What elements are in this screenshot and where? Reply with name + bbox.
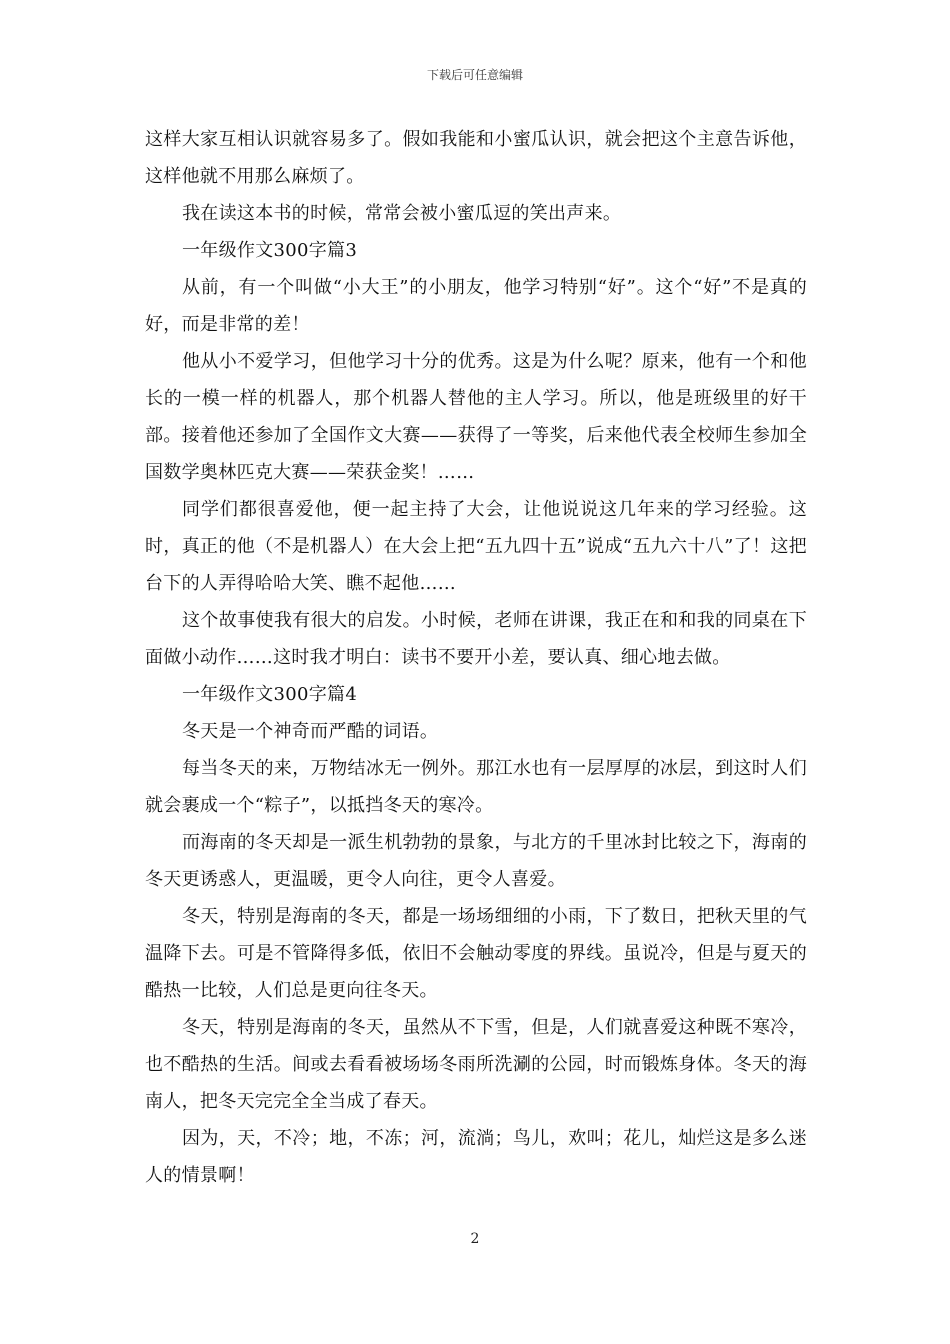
paragraph: 因为，天，不冷；地，不冻；河，流淌；鸟儿，欢叫；花儿，灿烂这是多么迷人的情景啊！ bbox=[145, 1128, 807, 1186]
page-number: 2 bbox=[470, 1231, 480, 1247]
paragraph: 每当冬天的来，万物结冰无一例外。那江水也有一层厚厚的冰层，到这时人们就会裹成一个“粽子”，以抵挡冬天的寒冷。 bbox=[145, 758, 807, 816]
paragraph: 他从小不爱学习，但他学习十分的优秀。这是为什么呢？原来，他有一个和他长的一模一样的机器人，那个机器人替他的主人学习。所以，他是班级里的好干部。接着他还参加了全国作文大赛——获得了一等奖，后来他代表全校师生参加全国数学奥林匹克大赛——荣获金奖！…… bbox=[145, 351, 807, 483]
paragraph: 这个故事使我有很大的启发。小时候，老师在讲课，我正在和和我的同桌在下面做小动作……这时我才明白：读书不要开小差，要认真、细心地去做。 bbox=[145, 610, 807, 668]
paragraph: 而海南的冬天却是一派生机勃勃的景象，与北方的千里冰封比较之下，海南的冬天更诱惑人，更温暖，更令人向往，更令人喜爱。 bbox=[145, 832, 807, 890]
document-body bbox=[145, 121, 807, 1194]
paragraph: 同学们都很喜爱他，便一起主持了大会，让他说说这几年来的学习经验。这时，真正的他（不是机器人）在大会上把“五九四十五”说成“五九六十八”了！这把台下的人弄得哈哈大笑、瞧不起他…… bbox=[145, 499, 807, 594]
paragraph: 冬天，特别是海南的冬天，虽然从不下雪，但是，人们就喜爱这种既不寒冷，也不酷热的生活。间或去看看被场场冬雨所洗涮的公园，时而锻炼身体。冬天的海南人，把冬天完完全全当成了春天。 bbox=[145, 1017, 807, 1112]
paragraph: 冬天是一个神奇而严酷的词语。 bbox=[182, 721, 439, 742]
paragraph: 冬天，特别是海南的冬天，都是一场场细细的小雨，下了数日，把秋天里的气温降下去。可是不管降得多低，依旧不会触动零度的界线。虽说冷，但是与夏天的酷热一比较，人们总是更向往冬天。 bbox=[145, 906, 807, 1001]
section-heading: 一年级作文300字篇3 bbox=[182, 240, 358, 261]
paragraph: 我在读这本书的时候，常常会被小蜜瓜逗的笑出声来。 bbox=[182, 203, 622, 224]
section-heading: 一年级作文300字篇4 bbox=[182, 684, 358, 705]
paragraph: 这样大家互相认识就容易多了。假如我能和小蜜瓜认识，就会把这个主意告诉他，这样他就不用那么麻烦了。 bbox=[145, 129, 807, 187]
paragraph: 从前，有一个叫做“小大王”的小朋友，他学习特别“好”。这个“好”不是真的好，而是非常的差！ bbox=[145, 277, 807, 335]
page-header: 下载后可任意编辑 bbox=[426, 68, 523, 82]
